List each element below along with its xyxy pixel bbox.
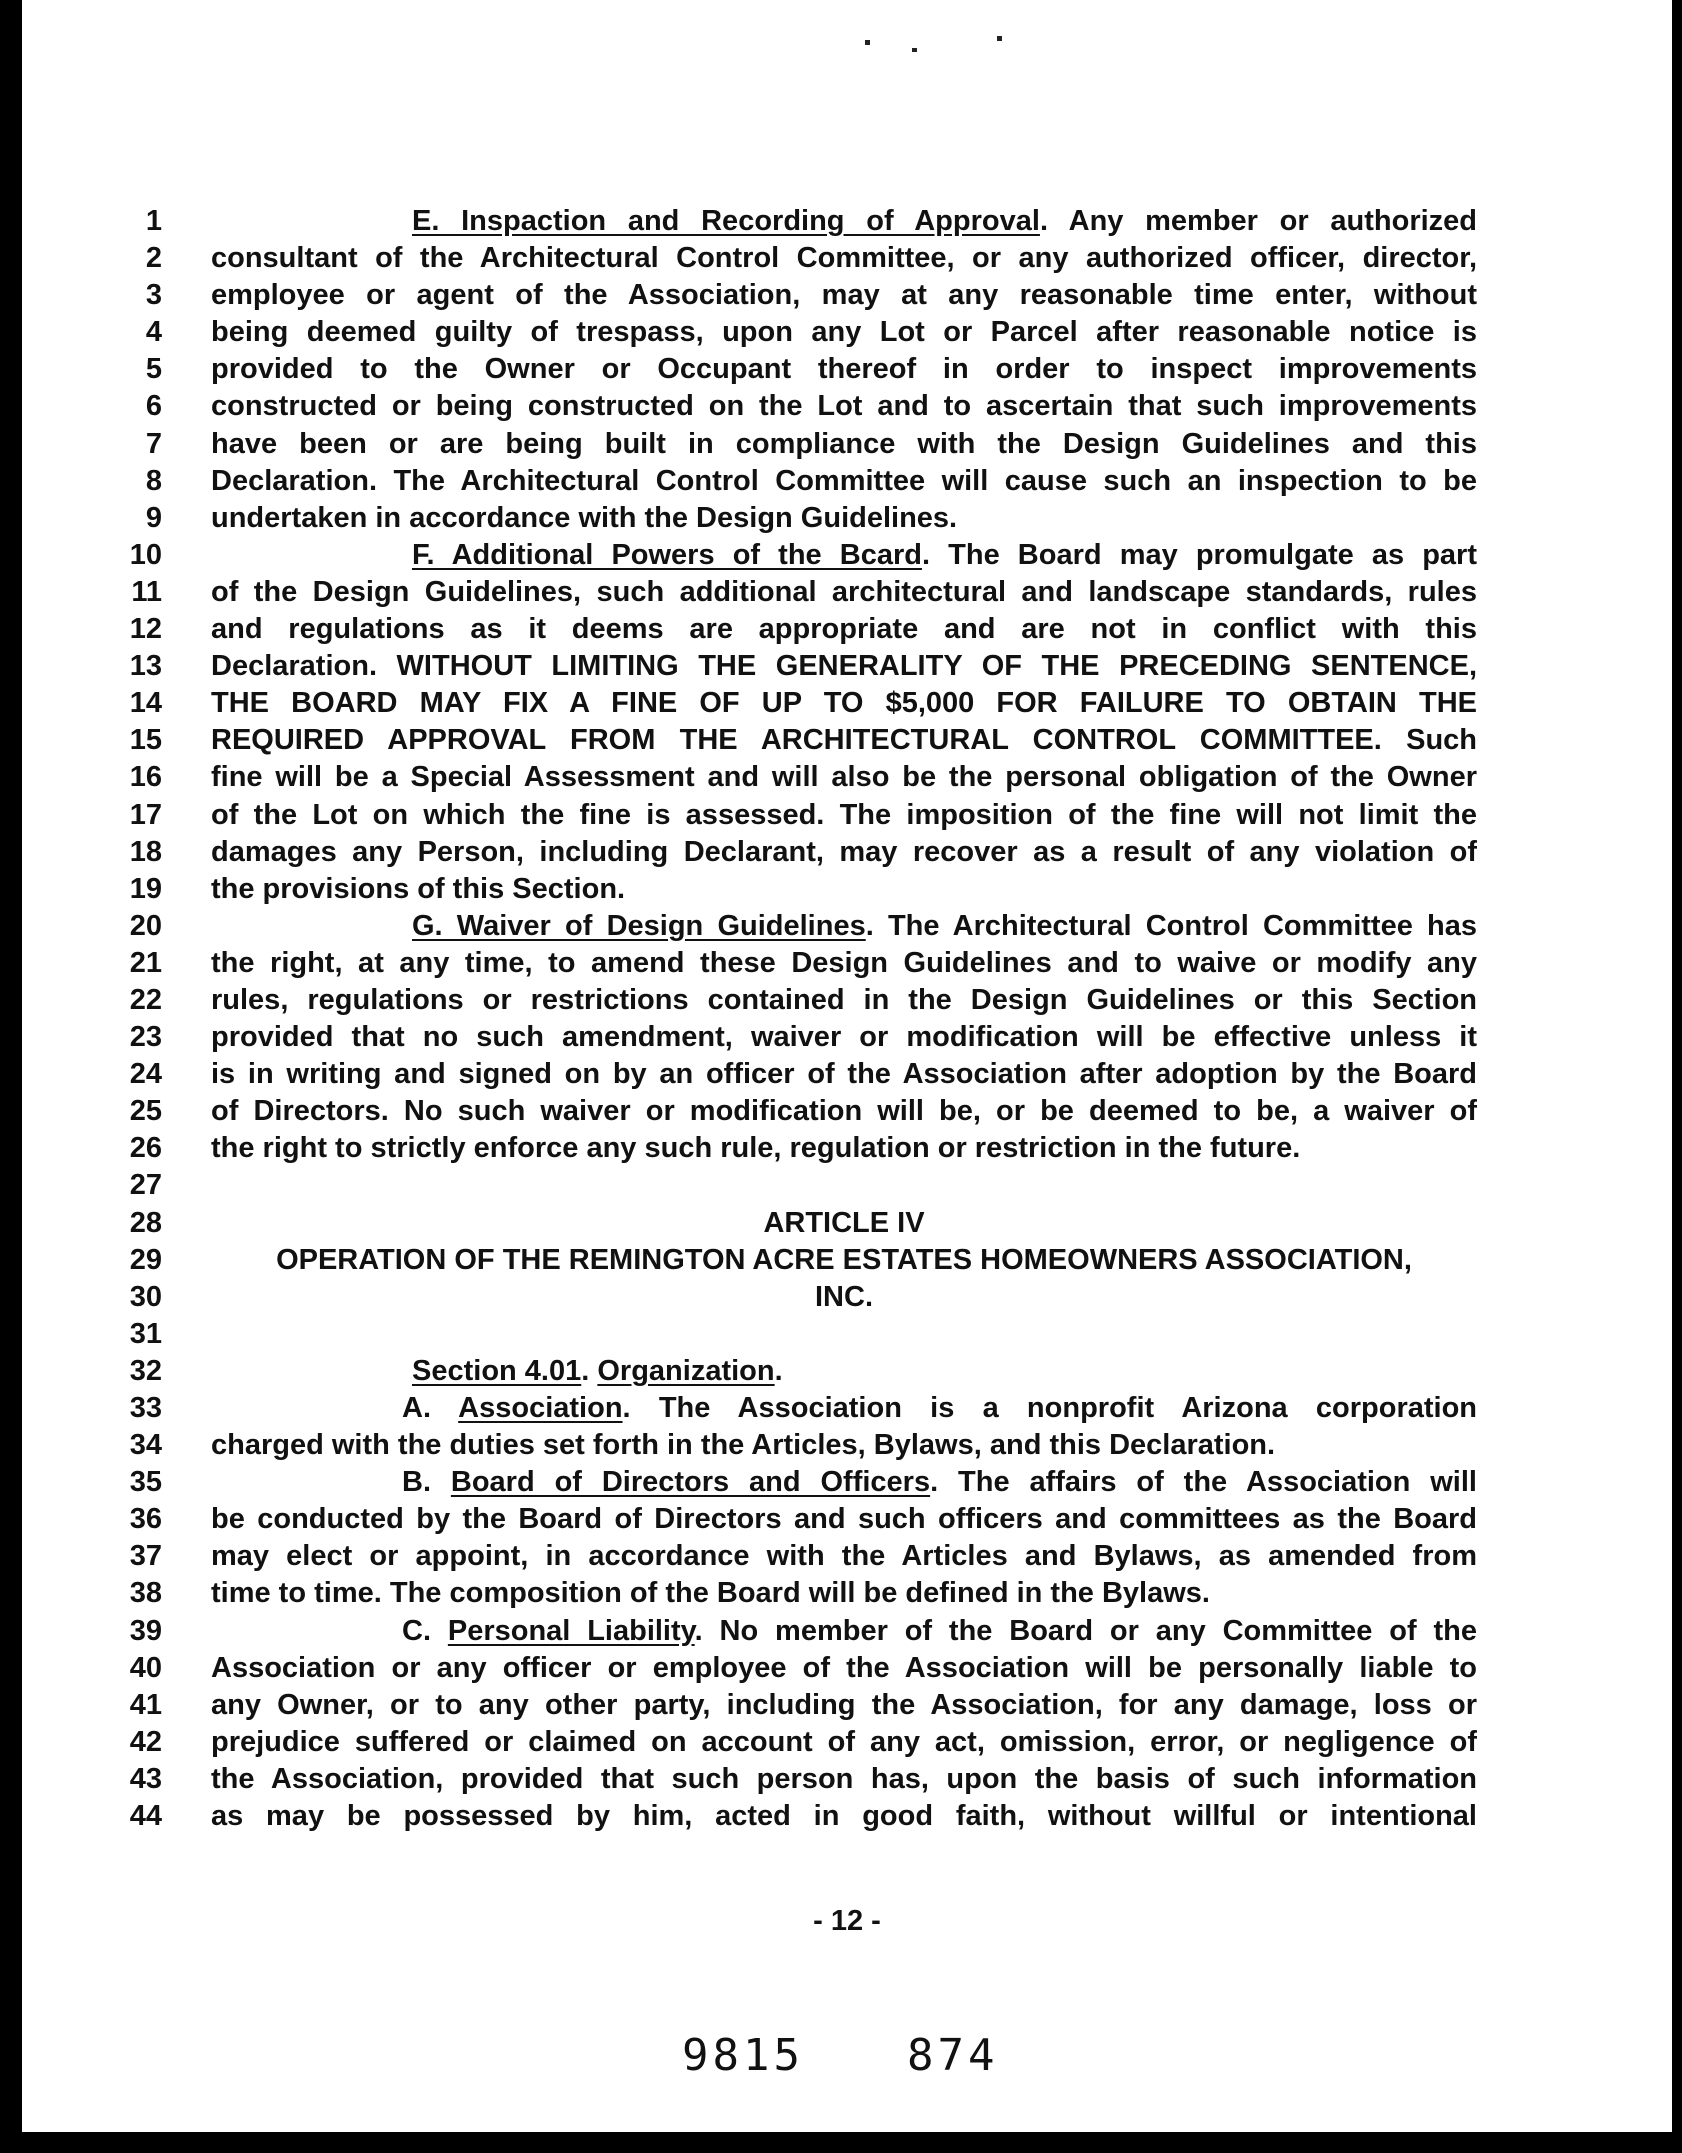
line-number: 2 xyxy=(145,242,162,275)
line-number: 39 xyxy=(129,1614,162,1647)
line-number: 27 xyxy=(129,1169,162,1202)
text-run: OPERATION OF THE REMINGTON ACRE ESTATES HOMEOWNERS ASSOCIATION, xyxy=(276,1243,1412,1276)
line-number: 11 xyxy=(131,575,162,608)
line-text xyxy=(211,797,1477,834)
line-number: 17 xyxy=(129,798,162,831)
line-number: 6 xyxy=(145,390,162,423)
line-number: 42 xyxy=(129,1725,162,1758)
text-run: may elect or appoint, in accordance with the Articles and Bylaws, as amended from xyxy=(211,1540,1477,1573)
document-line xyxy=(22,982,1672,1019)
line-text xyxy=(211,463,1477,500)
document-line xyxy=(22,1353,1672,1390)
line-text xyxy=(211,1427,1477,1464)
document-line xyxy=(22,722,1672,759)
line-text xyxy=(211,1650,1477,1687)
document-line xyxy=(22,1464,1672,1501)
text-run: THE BOARD MAY FIX A FINE OF UP TO $5,000 FOR FAILURE TO OBTAIN THE xyxy=(211,687,1477,720)
line-text xyxy=(211,834,1477,871)
text-run: of the Design Guidelines, such additional architectural and landscape standards, rules xyxy=(211,575,1477,608)
text-run: any Owner, or to any other party, including the Association, for any damage, loss or xyxy=(211,1688,1477,1721)
document-line xyxy=(22,1687,1672,1724)
document-line xyxy=(22,1316,1672,1353)
line-number: 20 xyxy=(129,909,162,942)
text-run: undertaken in accordance with the Design Guidelines. xyxy=(211,501,958,534)
document-line xyxy=(22,426,1672,463)
document-line xyxy=(22,1167,1672,1204)
scan-speck xyxy=(912,48,917,52)
line-text xyxy=(211,1575,1477,1612)
stamp-number-left: 9815 xyxy=(682,2030,804,2081)
text-run: charged with the duties set forth in the Articles, Bylaws, and this Declaration. xyxy=(211,1429,1276,1462)
text-run: . No member of the Board or any Committee of the xyxy=(694,1614,1477,1647)
text-run: rules, regulations or restrictions contained in the Design Guidelines or this Section xyxy=(211,983,1477,1016)
line-text xyxy=(402,1464,1477,1501)
line-text xyxy=(412,537,1477,574)
line-number: 4 xyxy=(145,316,162,349)
line-text xyxy=(211,1130,1477,1167)
line-number: 44 xyxy=(129,1800,162,1833)
text-run: provided that no such amendment, waiver or modification will be effective unless it xyxy=(211,1021,1477,1054)
text-run: . The Association is a nonprofit Arizona corporation xyxy=(622,1392,1477,1424)
document-line xyxy=(22,388,1672,425)
text-run: Declaration. WITHOUT LIMITING THE GENERALITY OF THE PRECEDING SENTENCE, xyxy=(211,650,1477,683)
line-text xyxy=(211,500,1477,537)
scan-speck xyxy=(865,40,870,45)
text-run: provided to the Owner or Occupant thereof in order to inspect improvements xyxy=(211,353,1477,386)
document-line xyxy=(22,463,1672,500)
line-number: 32 xyxy=(129,1354,162,1387)
document-line xyxy=(22,1056,1672,1093)
document-line xyxy=(22,871,1672,908)
document-page xyxy=(22,0,1672,2132)
text-run: as may be possessed by him, acted in good faith, without willful or intentional xyxy=(211,1800,1477,1833)
text-run: of Directors. No such waiver or modification will be, or be deemed to be, a waiver of xyxy=(211,1095,1477,1128)
line-number: 29 xyxy=(129,1243,162,1276)
line-number: 19 xyxy=(129,872,162,905)
line-number: 36 xyxy=(129,1503,162,1536)
line-text xyxy=(211,1538,1477,1575)
line-number: 25 xyxy=(129,1095,162,1128)
scan-speck xyxy=(997,36,1002,41)
document-line xyxy=(22,648,1672,685)
line-text xyxy=(211,314,1477,351)
line-text xyxy=(402,1390,1477,1427)
line-text xyxy=(211,685,1477,722)
text-run: the Association, provided that such person has, upon the basis of such information xyxy=(211,1762,1477,1795)
document-line xyxy=(22,908,1672,945)
document-line xyxy=(22,1761,1672,1798)
text-run: . The Board may promulgate as part xyxy=(921,538,1477,571)
line-text xyxy=(211,722,1477,759)
line-number: 18 xyxy=(129,835,162,868)
text-run: and regulations as it deems are appropriate and are not in conflict with this xyxy=(211,613,1477,646)
text-run: is in writing and signed on by an officer of the Association after adoption by the Board xyxy=(211,1058,1477,1091)
text-run: of the Lot on which the fine is assessed. The imposition of the fine will not limit the xyxy=(211,798,1477,831)
line-number: 21 xyxy=(129,946,162,979)
line-number: 28 xyxy=(129,1206,162,1239)
text-run: . Any member or authorized xyxy=(1039,205,1477,237)
line-number: 35 xyxy=(129,1466,162,1499)
document-line xyxy=(22,945,1672,982)
section-heading: Organization xyxy=(597,1354,775,1387)
document-line xyxy=(22,1130,1672,1167)
line-text xyxy=(412,908,1477,945)
line-text xyxy=(402,1613,1477,1650)
document-body xyxy=(22,203,1672,1835)
line-number: 15 xyxy=(129,724,162,757)
section-heading: E. Inspaction and Recording of Approval xyxy=(412,205,1040,237)
line-number: 33 xyxy=(129,1392,162,1424)
section-heading: Board of Directors and Officers xyxy=(450,1466,931,1499)
article-heading-line xyxy=(211,1205,1477,1242)
line-number: 23 xyxy=(129,1021,162,1054)
text-run: have been or are being built in compliance with the Design Guidelines and this xyxy=(211,427,1477,460)
document-line xyxy=(22,203,1672,240)
line-text xyxy=(211,240,1477,277)
text-run: being deemed guilty of trespass, upon any Lot or Parcel after reasonable notice is xyxy=(211,316,1477,349)
text-run: Declaration. The Architectural Control Committee will cause such an inspection to be xyxy=(211,464,1477,497)
text-run: INC. xyxy=(815,1280,873,1313)
line-number: 14 xyxy=(129,687,162,720)
line-number: 10 xyxy=(129,538,162,571)
section-heading: F. Additional Powers of the Bcard xyxy=(412,538,922,571)
line-text xyxy=(211,1798,1477,1835)
line-text xyxy=(211,1019,1477,1056)
section-heading: Section 4.01 xyxy=(412,1354,582,1387)
line-text xyxy=(211,351,1477,388)
line-text xyxy=(211,574,1477,611)
line-text xyxy=(211,1687,1477,1724)
line-text xyxy=(211,1093,1477,1130)
line-text xyxy=(412,1353,1477,1390)
line-number: 16 xyxy=(129,761,162,794)
text-run: the provisions of this Section. xyxy=(211,872,626,905)
document-line xyxy=(22,537,1672,574)
line-number: 37 xyxy=(129,1540,162,1573)
document-line xyxy=(22,1575,1672,1612)
text-run: REQUIRED APPROVAL FROM THE ARCHITECTURAL CONTROL COMMITTEE. Such xyxy=(211,724,1477,757)
text-run: time to time. The composition of the Board will be defined in the Bylaws. xyxy=(211,1577,1210,1610)
line-text xyxy=(211,426,1477,463)
document-line xyxy=(22,1390,1672,1427)
line-text xyxy=(211,277,1477,314)
text-run: . xyxy=(774,1354,783,1387)
line-text xyxy=(211,982,1477,1019)
line-number: 30 xyxy=(129,1280,162,1313)
document-line xyxy=(22,1093,1672,1130)
document-line xyxy=(22,611,1672,648)
line-text xyxy=(211,1056,1477,1093)
article-heading-line xyxy=(211,1279,1477,1316)
line-number: 13 xyxy=(129,650,162,683)
text-run: A. xyxy=(402,1392,459,1424)
line-number: 7 xyxy=(145,427,162,460)
stamp-number-right: 874 xyxy=(907,2030,999,2081)
text-run: prejudice suffered or claimed on account of any act, omission, error, or negligence of xyxy=(211,1725,1477,1758)
text-run: Association or any officer or employee of the Association will be personally liable to xyxy=(211,1651,1477,1684)
text-run: . The affairs of the Association will xyxy=(930,1466,1477,1499)
section-heading: Association xyxy=(458,1392,623,1424)
section-heading: G. Waiver of Design Guidelines xyxy=(412,909,866,942)
document-line xyxy=(22,1205,1672,1242)
document-line xyxy=(22,1538,1672,1575)
text-run: the right, at any time, to amend these Design Guidelines and to waive or modify any xyxy=(211,946,1477,979)
line-number: 26 xyxy=(129,1132,162,1165)
document-line xyxy=(22,240,1672,277)
line-number: 41 xyxy=(129,1688,162,1721)
document-line xyxy=(22,1613,1672,1650)
text-run: be conducted by the Board of Directors and such officers and committees as the Board xyxy=(211,1503,1477,1536)
text-run: the right to strictly enforce any such rule, regulation or restriction in the future. xyxy=(211,1132,1301,1165)
page-number: - 12 - xyxy=(813,1905,881,1937)
document-line xyxy=(22,1501,1672,1538)
text-run: ARTICLE IV xyxy=(763,1206,925,1239)
line-text xyxy=(211,945,1477,982)
line-number: 34 xyxy=(129,1429,162,1462)
text-run: . xyxy=(581,1354,598,1387)
line-number: 9 xyxy=(145,501,162,534)
line-text xyxy=(211,871,1477,908)
document-line xyxy=(22,314,1672,351)
line-number: 5 xyxy=(145,353,162,386)
document-line xyxy=(22,1798,1672,1835)
line-text xyxy=(211,388,1477,425)
document-line xyxy=(22,574,1672,611)
line-number: 3 xyxy=(145,279,162,312)
article-heading-line xyxy=(211,1242,1477,1279)
document-line xyxy=(22,1242,1672,1279)
text-run: fine will be a Special Assessment and will also be the personal obligation of the Owner xyxy=(211,761,1477,794)
document-line xyxy=(22,834,1672,871)
line-text xyxy=(211,611,1477,648)
text-run: employee or agent of the Association, may at any reasonable time enter, without xyxy=(211,279,1477,312)
line-text xyxy=(211,1761,1477,1798)
document-line xyxy=(22,1427,1672,1464)
document-line xyxy=(22,1724,1672,1761)
text-run: . The Architectural Control Committee has xyxy=(865,909,1477,942)
line-number: 1 xyxy=(145,205,162,237)
line-number: 12 xyxy=(129,613,162,646)
line-text xyxy=(211,648,1477,685)
line-number: 31 xyxy=(129,1317,162,1350)
document-line xyxy=(22,797,1672,834)
document-line xyxy=(22,685,1672,722)
section-heading: Personal Liability xyxy=(447,1614,695,1647)
document-line xyxy=(22,500,1672,537)
text-run: consultant of the Architectural Control Committee, or any authorized officer, director, xyxy=(211,242,1477,275)
document-line xyxy=(22,277,1672,314)
text-run: B. xyxy=(402,1466,451,1499)
line-text xyxy=(211,1501,1477,1538)
line-number: 38 xyxy=(129,1577,162,1610)
document-line xyxy=(22,1279,1672,1316)
document-line xyxy=(22,351,1672,388)
line-text xyxy=(211,1724,1477,1761)
line-number: 8 xyxy=(145,464,162,497)
document-line xyxy=(22,1650,1672,1687)
line-text xyxy=(412,203,1477,240)
text-run: C. xyxy=(402,1614,448,1647)
line-text xyxy=(211,759,1477,796)
text-run: constructed or being constructed on the Lot and to ascertain that such improvements xyxy=(211,390,1477,423)
line-number: 22 xyxy=(129,983,162,1016)
document-line xyxy=(22,1019,1672,1056)
line-number: 40 xyxy=(129,1651,162,1684)
line-number: 43 xyxy=(129,1762,162,1795)
line-number: 24 xyxy=(129,1058,162,1091)
text-run: damages any Person, including Declarant, may recover as a result of any violation of xyxy=(211,835,1477,868)
document-line xyxy=(22,759,1672,796)
